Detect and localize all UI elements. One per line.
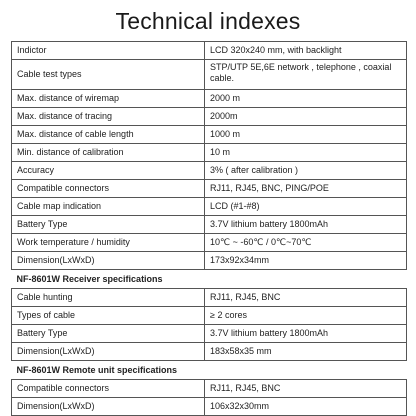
table-row	[12, 216, 407, 234]
table-row	[12, 343, 407, 361]
row-label: Cable test types	[12, 60, 205, 90]
table-row	[12, 144, 407, 162]
row-label: Dimension(LxWxD)	[12, 252, 205, 270]
table-row	[12, 90, 407, 108]
table-row	[12, 162, 407, 180]
row-label: Accuracy	[12, 162, 205, 180]
row-value: LCD (#1-#8)	[205, 198, 407, 216]
row-value: 183x58x35 mm	[205, 343, 407, 361]
row-label: Min. distance of calibration	[12, 144, 205, 162]
table-row	[12, 180, 407, 198]
row-label: Types of cable	[12, 307, 205, 325]
row-value: 1000 m	[205, 126, 407, 144]
row-value: 2000 m	[205, 90, 407, 108]
row-value: 10 m	[205, 144, 407, 162]
table-row	[12, 126, 407, 144]
row-value: 173x92x34mm	[205, 252, 407, 270]
row-label: Compatible connectors	[12, 380, 205, 398]
spec-table	[11, 41, 407, 416]
row-value: 2000m	[205, 108, 407, 126]
row-value: RJ11, RJ45, BNC, PING/POE	[205, 180, 407, 198]
row-value: 3% ( after calibration )	[205, 162, 407, 180]
row-label: Work temperature / humidity	[12, 234, 205, 252]
row-label: Indictor	[12, 42, 205, 60]
row-value: ≥ 2 cores	[205, 307, 407, 325]
table-row	[12, 325, 407, 343]
table-row	[12, 398, 407, 416]
table-row	[12, 198, 407, 216]
row-value: 10℃ ~ -60℃ / 0℃~70℃	[205, 234, 407, 252]
row-value: RJ11, RJ45, BNC	[205, 289, 407, 307]
row-value: 3.7V lithium battery 1800mAh	[205, 325, 407, 343]
row-value: LCD 320x240 mm, with backlight	[205, 42, 407, 60]
section-header-receiver	[12, 270, 407, 289]
table-row	[12, 60, 407, 90]
row-label: Compatible connectors	[12, 180, 205, 198]
table-row	[12, 289, 407, 307]
row-label: Cable map indication	[12, 198, 205, 216]
section-title: NF-8601W Receiver specifications	[12, 270, 407, 289]
row-label: Battery Type	[12, 325, 205, 343]
row-label: Max. distance of tracing	[12, 108, 205, 126]
row-value: 106x32x30mm	[205, 398, 407, 416]
row-label: Dimension(LxWxD)	[12, 343, 205, 361]
table-row	[12, 307, 407, 325]
row-label: Max. distance of cable length	[12, 126, 205, 144]
section-header-remote	[12, 361, 407, 380]
table-row	[12, 380, 407, 398]
table-row	[12, 42, 407, 60]
row-value: STP/UTP 5E,6E network , telephone , coaxial cable.	[205, 60, 407, 90]
row-value: 3.7V lithium battery 1800mAh	[205, 216, 407, 234]
section-title: NF-8601W Remote unit specifications	[12, 361, 407, 380]
row-label: Cable hunting	[12, 289, 205, 307]
table-row	[12, 234, 407, 252]
row-label: Dimension(LxWxD)	[12, 398, 205, 416]
row-label: Max. distance of wiremap	[12, 90, 205, 108]
row-value: RJ11, RJ45, BNC	[205, 380, 407, 398]
table-row	[12, 252, 407, 270]
table-row	[12, 108, 407, 126]
page-title: Technical indexes	[115, 8, 301, 34]
row-label: Battery Type	[12, 216, 205, 234]
